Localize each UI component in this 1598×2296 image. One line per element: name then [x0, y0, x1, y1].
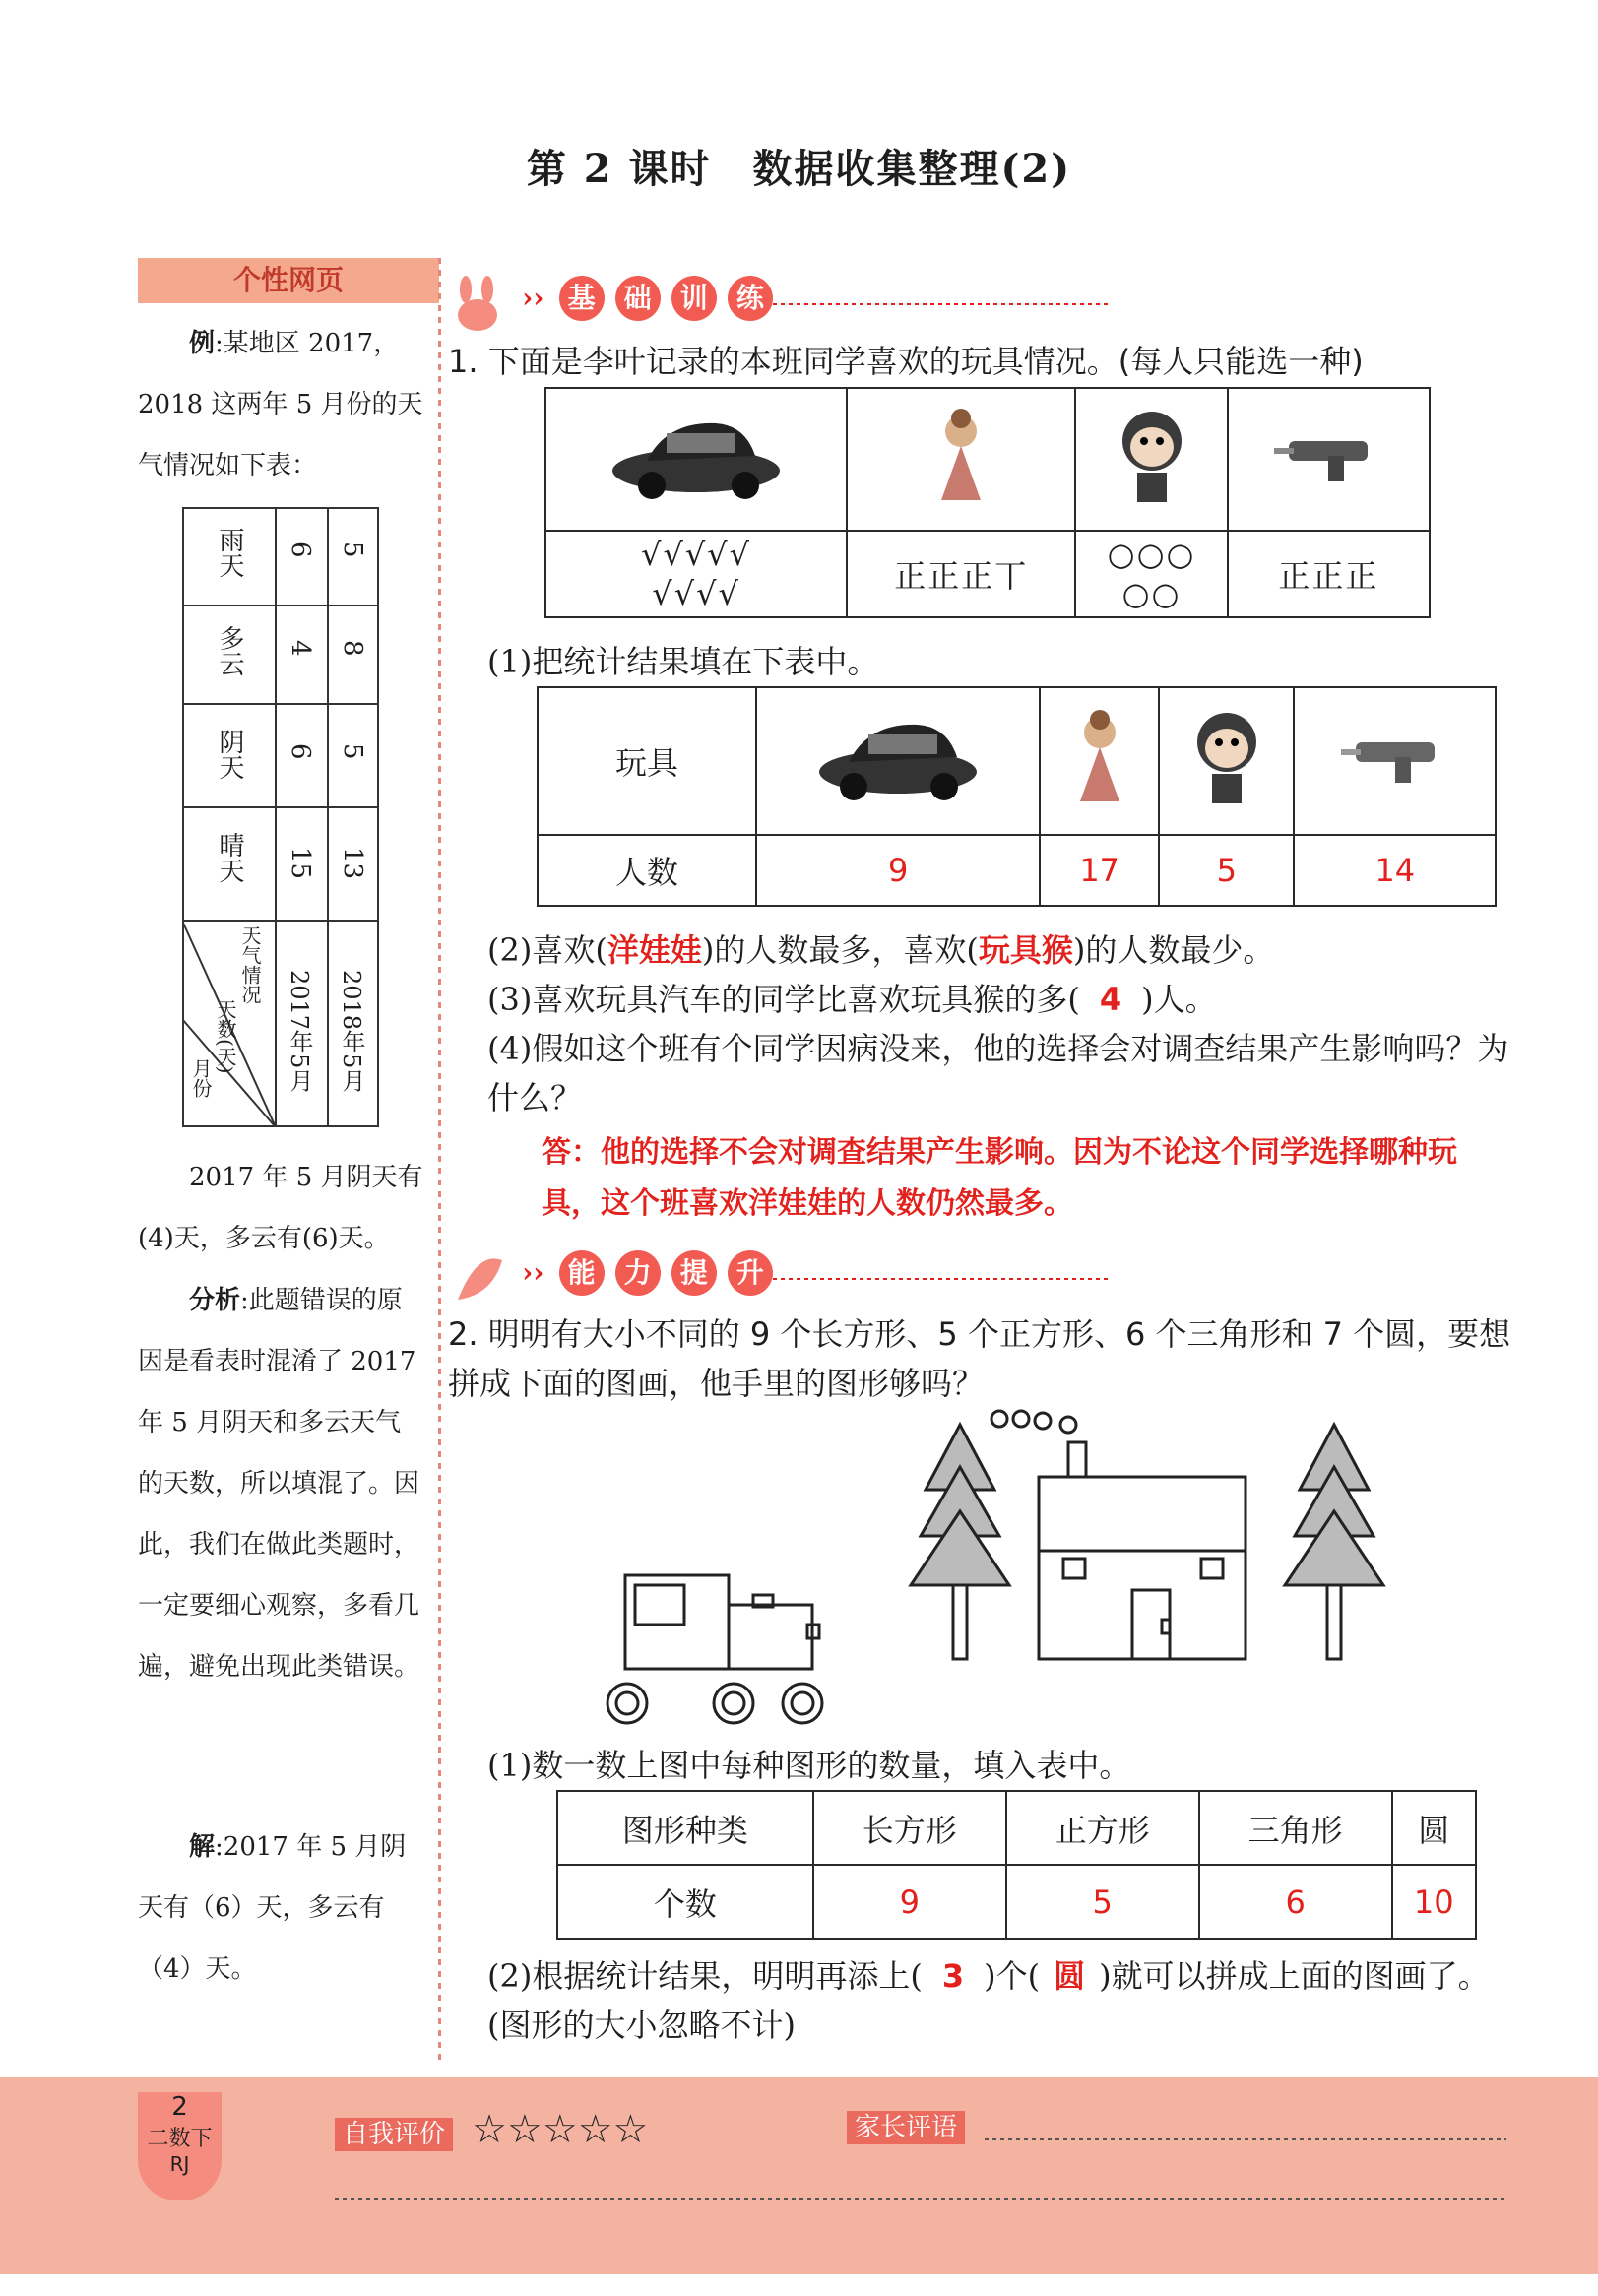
tree-right	[1285, 1425, 1383, 1659]
cell-2018-sunny: 13	[338, 847, 367, 880]
section-char: 训	[671, 276, 717, 321]
section-header-basic	[448, 276, 1137, 335]
row-label-count: 个数	[557, 1865, 813, 1939]
doll-icon	[1065, 708, 1134, 806]
count-triangle: 6	[1199, 1865, 1392, 1939]
section-char: 提	[671, 1250, 717, 1296]
cell-2017-cloudy: 4	[286, 640, 315, 657]
rating-stars[interactable]: ☆☆☆☆☆	[472, 2107, 649, 2152]
count-rectangle: 9	[813, 1865, 1006, 1939]
shape-count-table	[556, 1790, 1477, 1940]
leaf-icon	[448, 1250, 507, 1309]
q2-sub1: (1)数一数上图中每种图形的数量，填入表中。	[487, 1747, 1131, 1784]
q1-sub4: (4)假如这个班有个同学因病没来，他的选择会对调查结果产生影响吗？为什么？	[487, 1030, 1509, 1116]
footer-band	[0, 2077, 1598, 2274]
question-2: 2. 明明有大小不同的 9 个长方形、5 个正方形、6 个三角形和 7 个圆，要想拼成下面的图画，他手里的图形够吗？	[448, 1315, 1511, 1402]
comment-line[interactable]	[335, 2198, 1506, 2200]
record-car: √√√√√ √√√√	[545, 531, 847, 617]
section-char: 础	[615, 276, 661, 321]
record-doll: 正正正丅	[847, 531, 1075, 617]
header-shape-type: 图形种类	[557, 1791, 813, 1865]
weather-header-overcast: 阴天	[215, 729, 244, 780]
section-dash	[773, 1278, 1108, 1280]
page-badge	[138, 2092, 222, 2200]
corner-weather: 天气情况	[238, 925, 262, 1004]
q1-sub3: (3)喜欢玩具汽车的同学比喜欢玩具猴的多( 4 )人。	[487, 981, 1217, 1018]
toy-cell-car	[545, 388, 847, 531]
page-title: 第 2 课时 数据收集整理(2)	[526, 146, 1072, 192]
count-circle: 10	[1392, 1865, 1476, 1939]
sidebar-divider	[438, 258, 441, 2060]
header-triangle: 三角形	[1199, 1791, 1392, 1865]
cell-2017-rain: 6	[286, 542, 315, 558]
cell-2017-overcast: 6	[286, 743, 315, 760]
train-drawing	[607, 1575, 822, 1723]
section-char: 力	[615, 1250, 661, 1296]
car-icon	[607, 412, 785, 500]
count-car: 9	[756, 835, 1040, 906]
section-header-advanced	[448, 1250, 1137, 1309]
section-char: 基	[559, 276, 605, 321]
water-gun-icon	[1269, 426, 1387, 485]
record-gun: 正正正	[1228, 531, 1430, 617]
count-gun: 14	[1294, 835, 1496, 906]
sidebar-header: 个性网页	[138, 258, 439, 303]
toy-cell-gun	[1228, 388, 1430, 531]
self-evaluation	[335, 2107, 648, 2152]
parent-comment-label: 家长评语	[847, 2111, 965, 2144]
bunny-icon	[448, 276, 507, 335]
sidebar-solution: 解:2017 年 5 月阴天有（6）天，多云有（4）天。	[138, 1832, 407, 1984]
corner-days: 天数(天)	[214, 999, 237, 1074]
edition-label: RJ	[169, 2152, 190, 2176]
record-monkey: ○○○ ○○	[1075, 531, 1227, 617]
sidebar-analysis: 分析:此题错误的原因是看表时混淆了 2017 年 5 月阴天和多云天气的天数，所以填混了。因此，我们在做此类题时，一定要细心观察，多看几遍，避免出现此类错误。	[138, 1286, 420, 1682]
count-toy-monkey	[1159, 687, 1294, 835]
house-drawing	[991, 1411, 1246, 1659]
row-label-count: 人数	[538, 835, 756, 906]
cell-2018-cloudy: 8	[338, 640, 367, 657]
count-doll: 17	[1040, 835, 1159, 906]
header-circle: 圆	[1392, 1791, 1476, 1865]
monkey-icon	[1187, 703, 1266, 811]
q1-sub1: (1)把统计结果填在下表中。	[487, 643, 879, 680]
doll-icon	[927, 407, 995, 505]
parent-comment	[847, 2107, 965, 2143]
grade-label: 二数下	[147, 2127, 213, 2151]
weather-table-grid	[182, 507, 379, 1127]
toy-cell-monkey	[1075, 388, 1227, 531]
page-number: 2	[171, 2092, 188, 2122]
corner-month: 月份	[189, 1058, 213, 1098]
sidebar-example: 例:某地区 2017，2018 这两年 5 月份的天气情况如下表：	[138, 329, 423, 480]
header-square: 正方形	[1006, 1791, 1199, 1865]
car-icon	[814, 713, 982, 801]
row-label-toy: 玩具	[538, 687, 756, 835]
cell-2018-overcast: 5	[338, 743, 367, 760]
sidebar-question: 2017 年 5 月阴天有(4)天，多云有(6)天。	[138, 1163, 423, 1253]
count-toy-gun	[1294, 687, 1496, 835]
toy-cell-doll	[847, 388, 1075, 531]
month-2018: 2018年5月	[338, 970, 365, 1093]
chevron-icon: ››	[522, 282, 544, 314]
water-gun-icon	[1336, 728, 1454, 787]
q1-sub2: (2)喜欢(洋娃娃)的人数最多，喜欢(玩具猴)的人数最少。	[487, 931, 1275, 969]
section-char: 升	[728, 1250, 773, 1296]
count-toy-car	[756, 687, 1040, 835]
toy-count-table	[537, 686, 1497, 907]
comment-line[interactable]	[985, 2138, 1506, 2140]
record-table	[544, 387, 1431, 618]
header-rectangle: 长方形	[813, 1791, 1006, 1865]
shapes-picture	[586, 1403, 1393, 1728]
month-2017: 2017年5月	[286, 970, 313, 1093]
section-char: 能	[559, 1250, 605, 1296]
count-square: 5	[1006, 1865, 1199, 1939]
count-toy-doll	[1040, 687, 1159, 835]
chevron-icon: ››	[522, 1256, 544, 1289]
q2-sub2: (2)根据统计结果，明明再添上( 3 )个( 圆 )就可以拼成上面的图画了。(图形的大小忽略不计)	[487, 1957, 1490, 2044]
cell-2018-rain: 5	[338, 542, 367, 558]
count-monkey: 5	[1159, 835, 1294, 906]
question-1: 1. 下面是李叶记录的本班同学喜欢的玩具情况。(每人只能选一种)	[448, 343, 1364, 380]
self-eval-label: 自我评价	[335, 2118, 453, 2151]
weather-header-cloudy: 多云	[215, 625, 244, 676]
cell-2017-sunny: 15	[286, 847, 315, 880]
tree-left	[911, 1425, 1009, 1659]
weather-header-rain: 雨天	[215, 527, 244, 578]
section-dash	[773, 303, 1108, 305]
q1-sub4-answer: 答：他的选择不会对调查结果产生影响。因为不论这个同学选择哪种玩具，这个班喜欢洋娃娃的人数仍然最多。	[542, 1135, 1457, 1221]
weather-header-sunny: 晴天	[215, 832, 244, 883]
monkey-icon	[1113, 402, 1191, 510]
section-char: 练	[728, 276, 773, 321]
